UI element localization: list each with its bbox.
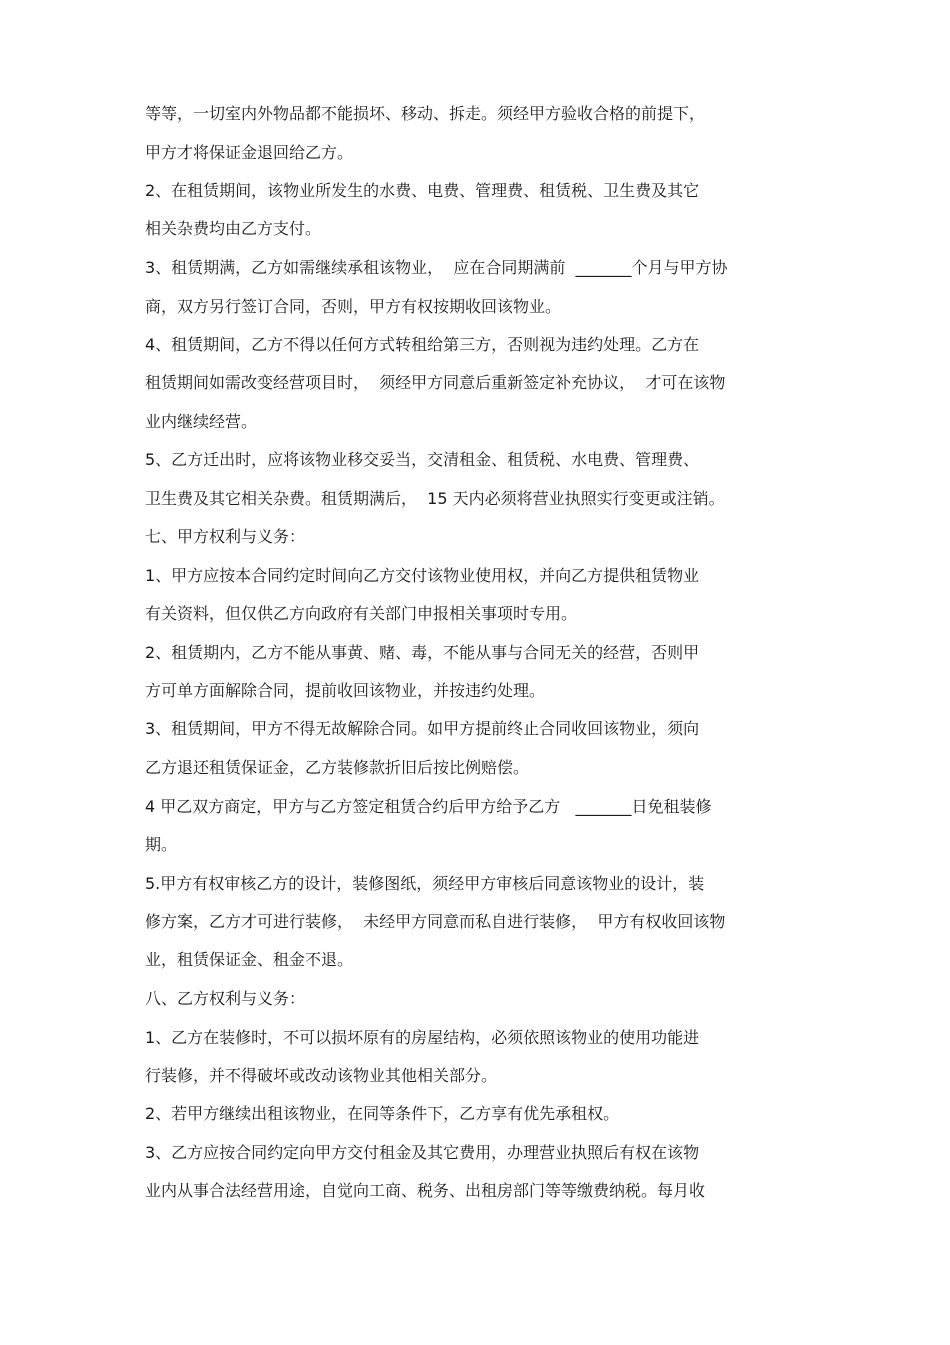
text-line: 3、租赁期间，甲方不得无故解除合同。如甲方提前终止合同收回该物业，须向 [145, 719, 700, 738]
text-line: 乙方退还租赁保证金，乙方装修款折旧后按比例赔偿。 [145, 758, 530, 777]
text-line: 业内继续经营。 [145, 412, 258, 431]
text-line: 相关杂费均由乙方支付。 [145, 219, 322, 238]
text-line: 业内从事合法经营用途，自觉向工商、税务、出租房部门等等缴费纳税。每月收 [145, 1181, 706, 1200]
text-line: 2、若甲方继续出租该物业，在同等条件下，乙方享有优先承租权。 [145, 1104, 620, 1123]
text-line: 方可单方面解除合同，提前收回该物业，并按违约处理。 [145, 681, 546, 700]
text-line: 有关资料，但仅供乙方向政府有关部门申报相关事项时专用。 [145, 604, 578, 623]
text-line: 2、在租赁期间，该物业所发生的水费、电费、管理费、租赁税、卫生费及其它 [145, 181, 700, 200]
text-line: 商，双方另行签订合同，否则，甲方有权按期收回该物业。 [145, 297, 562, 316]
text-line: 修方案，乙方才可进行装修， 未经甲方同意而私自进行装修， 甲方有权收回该物 [145, 912, 726, 931]
text-line: 1、乙方在装修时，不可以损坏原有的房屋结构，必须依照该物业的使用功能进 [145, 1028, 700, 1047]
text-line: 2、租赁期内，乙方不能从事黄、赌、毒，不能从事与合同无关的经营，否则甲 [145, 643, 700, 662]
text-line: 租赁期间如需改变经营项目时， 须经甲方同意后重新签定补充协议， 才可在该物 [145, 373, 726, 392]
text-line: 3、乙方应按合同约定向甲方交付租金及其它费用，办理营业执照后有权在该物 [145, 1143, 700, 1162]
text-line: 行装修，并不得破坏或改动该物业其他相关部分。 [145, 1066, 498, 1085]
text-line: 5、乙方迁出时，应将该物业移交妥当，交清租金、租赁税、水电费、管理费、 [145, 450, 700, 469]
section-heading: 七、甲方权利与义务： [145, 527, 306, 546]
text-line: 5.甲方有权审核乙方的设计，装修图纸，须经甲方审核后同意该物业的设计，装 [145, 874, 705, 893]
text-line: 业，租赁保证金、租金不退。 [145, 950, 354, 969]
text-line: 甲方才将保证金退回给乙方。 [145, 143, 354, 162]
text-line: 卫生费及其它相关杂费。租赁期满后， 15 天内必须将营业执照实行变更或注销。 [145, 489, 725, 508]
text-line: 4、租赁期间，乙方不得以任何方式转租给第三方，否则视为违约处理。乙方在 [145, 335, 700, 354]
section-heading: 八、乙方权利与义务： [145, 989, 306, 1008]
text-line: 1、甲方应按本合同约定时间向乙方交付该物业使用权，并向乙方提供租赁物业 [145, 566, 700, 585]
text-line: 等等，一切室内外物品都不能损坏、移动、拆走。须经甲方验收合格的前提下， [145, 104, 706, 123]
text-line: 4 甲乙双方商定，甲方与乙方签定租赁合约后甲方给予乙方 _______日免租装修 [145, 797, 712, 816]
text-line: 期。 [145, 835, 178, 854]
text-line: 3、租赁期满，乙方如需继续承租该物业， 应在合同期满前 _______个月与甲方协 [145, 258, 728, 277]
